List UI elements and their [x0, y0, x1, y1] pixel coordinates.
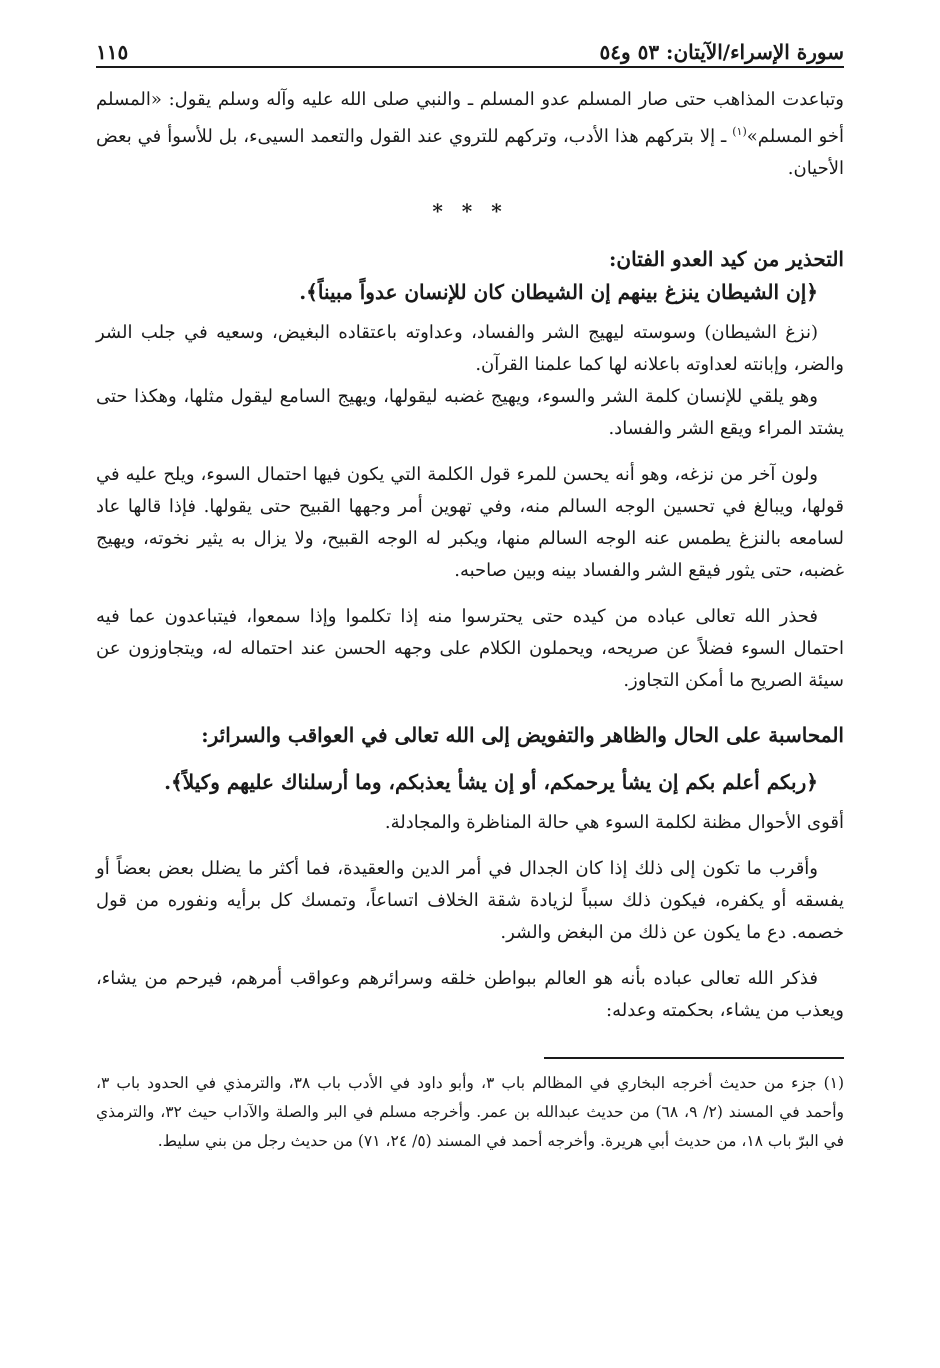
page-number: ١١٥ [96, 40, 129, 64]
section-heading-accounting: المحاسبة على الحال والظاهر والتفويض إلى الله تعالى في العواقب والسرائر: [201, 723, 844, 747]
paragraph-allah-knows: فذكر الله تعالى عباده بأنه هو العالم ببواطن خلقه وسرائرهم وعواقب أمرهم، فيرحم من يشاء، ويعذب من يشاء، بحكمته وعدله: [96, 968, 844, 1021]
section-separator: * * * [432, 199, 508, 223]
paragraph-religion-dispute: وأقرب ما تكون إلى ذلك إذا كان الجدال في أمر الدين والعقيدة، فما أكثر ما يضلل بعض بعضاً أو يفسقه أو يكفره، فيكون ذلك سبباً لزيادة شقة الخلاف اتساعاً، وتمسك كل برأيه ونفوره من قول خصمه. دع ما يكون عن ذلك من البغض والشر. [96, 858, 844, 943]
paragraph-nazgh-other: ولون آخر من نزغه، وهو أنه يحسن للمرء قول الكلمة التي يكون فيها احتمال السوء، ويلح عليه في قولها، ويبالغ في تحسين الوجه السالم منه، وفي تهوين أمر وجهها القبيح حتى يقولها. فإذا قالها عاد لسامعه بالنزغ يطمس عنه الوجه السالم منها، ويكبر له الوجه القبيح، ولا يزال به يثير نخوته، ويهيج غضبه، حتى يثور فيقع الشر والفساد بينه وبين صاحبه. [96, 464, 844, 581]
paragraph-intro [96, 84, 844, 185]
running-title: سورة الإسراء/الآيتان: ٥٣ و٥٤ [599, 40, 844, 64]
paragraph-nazgh-speech: وهو يلقي للإنسان كلمة الشر والسوء، ويهيج غضبه ليقولها، ويهيج السامع ليقول مثلها، وهكذا حتى يشتد المراء ويقع الشر والفساد. [96, 386, 844, 439]
book-page [96, 30, 844, 1156]
quran-verse-2: ﴿ربكم أعلم بكم إن يشأ يرحمكم، أو إن يشأ يعذبكم، وما أرسلناك عليهم وكيلاً﴾. [164, 770, 818, 794]
footnote-ref: (١) [732, 125, 747, 138]
paragraph-nazgh-definition: (نزغ الشيطان) وسوسته ليهيج الشر والفساد، وعداوته باعتقاده البغيض، وسعيه في جلب الشر والضر، وإبانته لعداوته باعلانه لها كما علمنا القرآن. [96, 322, 844, 375]
footnote-divider [544, 1057, 844, 1059]
paragraph-intro-text-b: ـ إلا بتركهم هذا الأدب، وتركهم للتروي عند القول والتعمد السيىء، بل للأسوأ في بعض الأحيان. [96, 126, 844, 179]
section-heading-warning: التحذير من كيد العدو الفتان: [609, 247, 844, 271]
quran-verse-1: ﴿إن الشيطان ينزغ بينهم إن الشيطان كان للإنسان عدواً مبيناً﴾. [299, 280, 818, 304]
paragraph-intro-text-a: وتباعدت المذاهب حتى صار المسلم عدو المسلم ـ والنبي صلى الله عليه وآله وسلم يقول: «المسلم أخو المسلم» [96, 89, 844, 147]
paragraph-warning-servants: فحذر الله تعالى عباده من كيده حتى يحترسوا منه إذا تكلموا وإذا سمعوا، فيتباعدون عما فيه احتمال السوء فضلاً عن صريحه، ويحملون الكلام على وجهه الحسن عند احتماله له، ويتجاوزون عن سيئة الصريح ما أمكن التجاوز. [96, 606, 844, 691]
footnote: (١) جزء من حديث أخرجه البخاري في المظالم باب ٣، وأبو داود في الأدب باب ٣٨، والترمذي في الحدود باب ٣، وأحمد في المسند (٢/ ٩، ٦٨) من حديث عبدالله بن عمر. وأخرجه مسلم في البر والصلة والآداب حيث ٣٢، والترمذي في البرّ باب ١٨، من حديث أبي هريرة. وأخرجه أحمد في المسند (٥/ ٢٤، ٧١) من حديث رجل من بني سليط. [96, 1074, 845, 1150]
page-header [96, 30, 844, 68]
paragraph-debate: أقوى الأحوال مظنة لكلمة السوء هي حالة المناظرة والمجادلة. [384, 812, 844, 833]
